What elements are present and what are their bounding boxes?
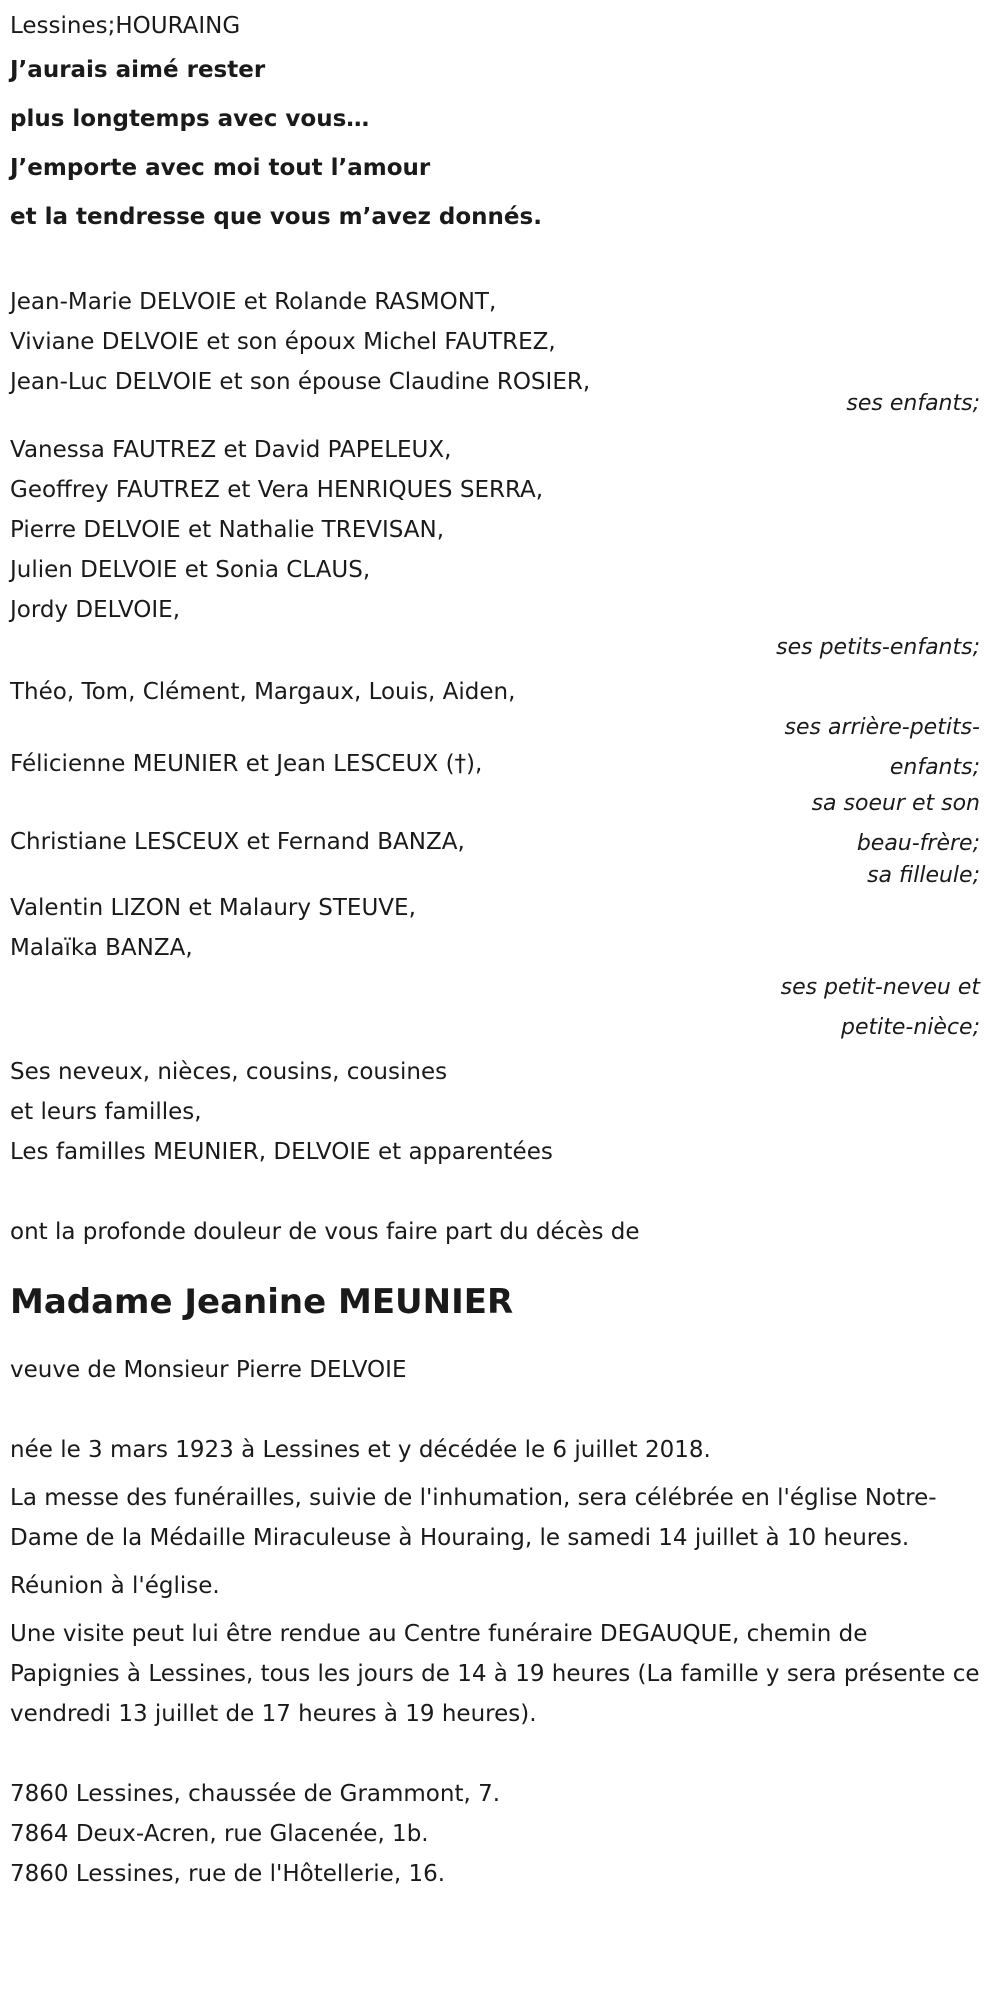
relation-label: ses petits-enfants; [776,635,980,660]
family-line: Félicienne MEUNIER et Jean LESCEUX (†), [10,751,483,777]
address-line: 7860 Lessines, rue de l'Hôtellerie, 16. [10,1861,446,1887]
reunion-text: Réunion à l'église. [10,1573,220,1599]
address-line: 7860 Lessines, chaussée de Grammont, 7. [10,1781,501,1807]
family-line: Vanessa FAUTREZ et David PAPELEUX, [10,437,452,463]
family-line: Pierre DELVOIE et Nathalie TREVISAN, [10,517,445,543]
relation-label: sa filleule; [867,863,980,888]
relation-label: sa soeur et son beau-frère; [811,791,980,856]
family-line: Christiane LESCEUX et Fernand BANZA, [10,829,465,855]
family-line: et leurs familles, [10,1099,202,1125]
location-line: Lessines;HOURAING [10,13,241,39]
family-line: Geoffrey FAUTREZ et Vera HENRIQUES SERRA, [10,477,544,503]
announcement-text: ont la profonde douleur de vous faire part du décès de [10,1219,640,1245]
relation-label: ses enfants; [846,391,980,416]
quote-line: plus longtemps avec vous… [10,106,370,132]
address-line: 7864 Deux-Acren, rue Glacenée, 1b. [10,1821,429,1847]
quote-line: J’aurais aimé rester [10,57,266,83]
obituary-page [10,0,980,1894]
birth-death-text: née le 3 mars 1923 à Lessines et y décédée le 6 juillet 2018. [10,1437,711,1463]
family-line: Jean-Luc DELVOIE et son épouse Claudine ROSIER, [10,369,591,395]
deceased-name: Madame Jeanine MEUNIER [10,1282,514,1322]
visit-text: Une visite peut lui être rendue au Centre funéraire DEGAUQUE, chemin de Papignies à Lessines, tous les jours de 14 à 19 heures (La famille y sera présente ce vendredi 13 juillet de 17 heures à 19 heures). [10,1621,980,1727]
family-line: Jean-Marie DELVOIE et Rolande RASMONT, [10,289,497,315]
quote-line: J’emporte avec moi tout l’amour [10,155,431,181]
family-line: Viviane DELVOIE et son époux Michel FAUTREZ, [10,329,556,355]
children-block [10,282,980,424]
family-line: Malaïka BANZA, [10,935,193,961]
family-line: Ses neveux, nièces, cousins, cousines [10,1059,448,1085]
quote-line: et la tendresse que vous m’avez donnés. [10,204,542,230]
other-relatives-block [10,1052,980,1172]
addresses-block [10,1774,980,1894]
relation-label: ses arrière-petits-enfants; [784,715,980,780]
quote-block [10,46,980,242]
family-line: Jordy DELVOIE, [10,597,181,623]
relation-label: ses petit-neveu et petite-nièce; [780,975,980,1040]
goddaughter-block [10,822,980,896]
grandchildren-block [10,430,980,668]
grandnephew-block [10,888,980,1048]
family-line: Théo, Tom, Clément, Margaux, Louis, Aiden, [10,679,516,705]
family-line: Valentin LIZON et Malaury STEUVE, [10,895,416,921]
family-line: Les familles MEUNIER, DELVOIE et apparentées [10,1139,553,1165]
family-line: Julien DELVOIE et Sonia CLAUS, [10,557,371,583]
widow-of-text: veuve de Monsieur Pierre DELVOIE [10,1357,407,1383]
mass-text: La messe des funérailles, suivie de l'inhumation, sera célébrée en l'église Notre-Dame de la Médaille Miraculeuse à Houraing, le samedi 14 juillet à 10 heures. [10,1485,937,1551]
